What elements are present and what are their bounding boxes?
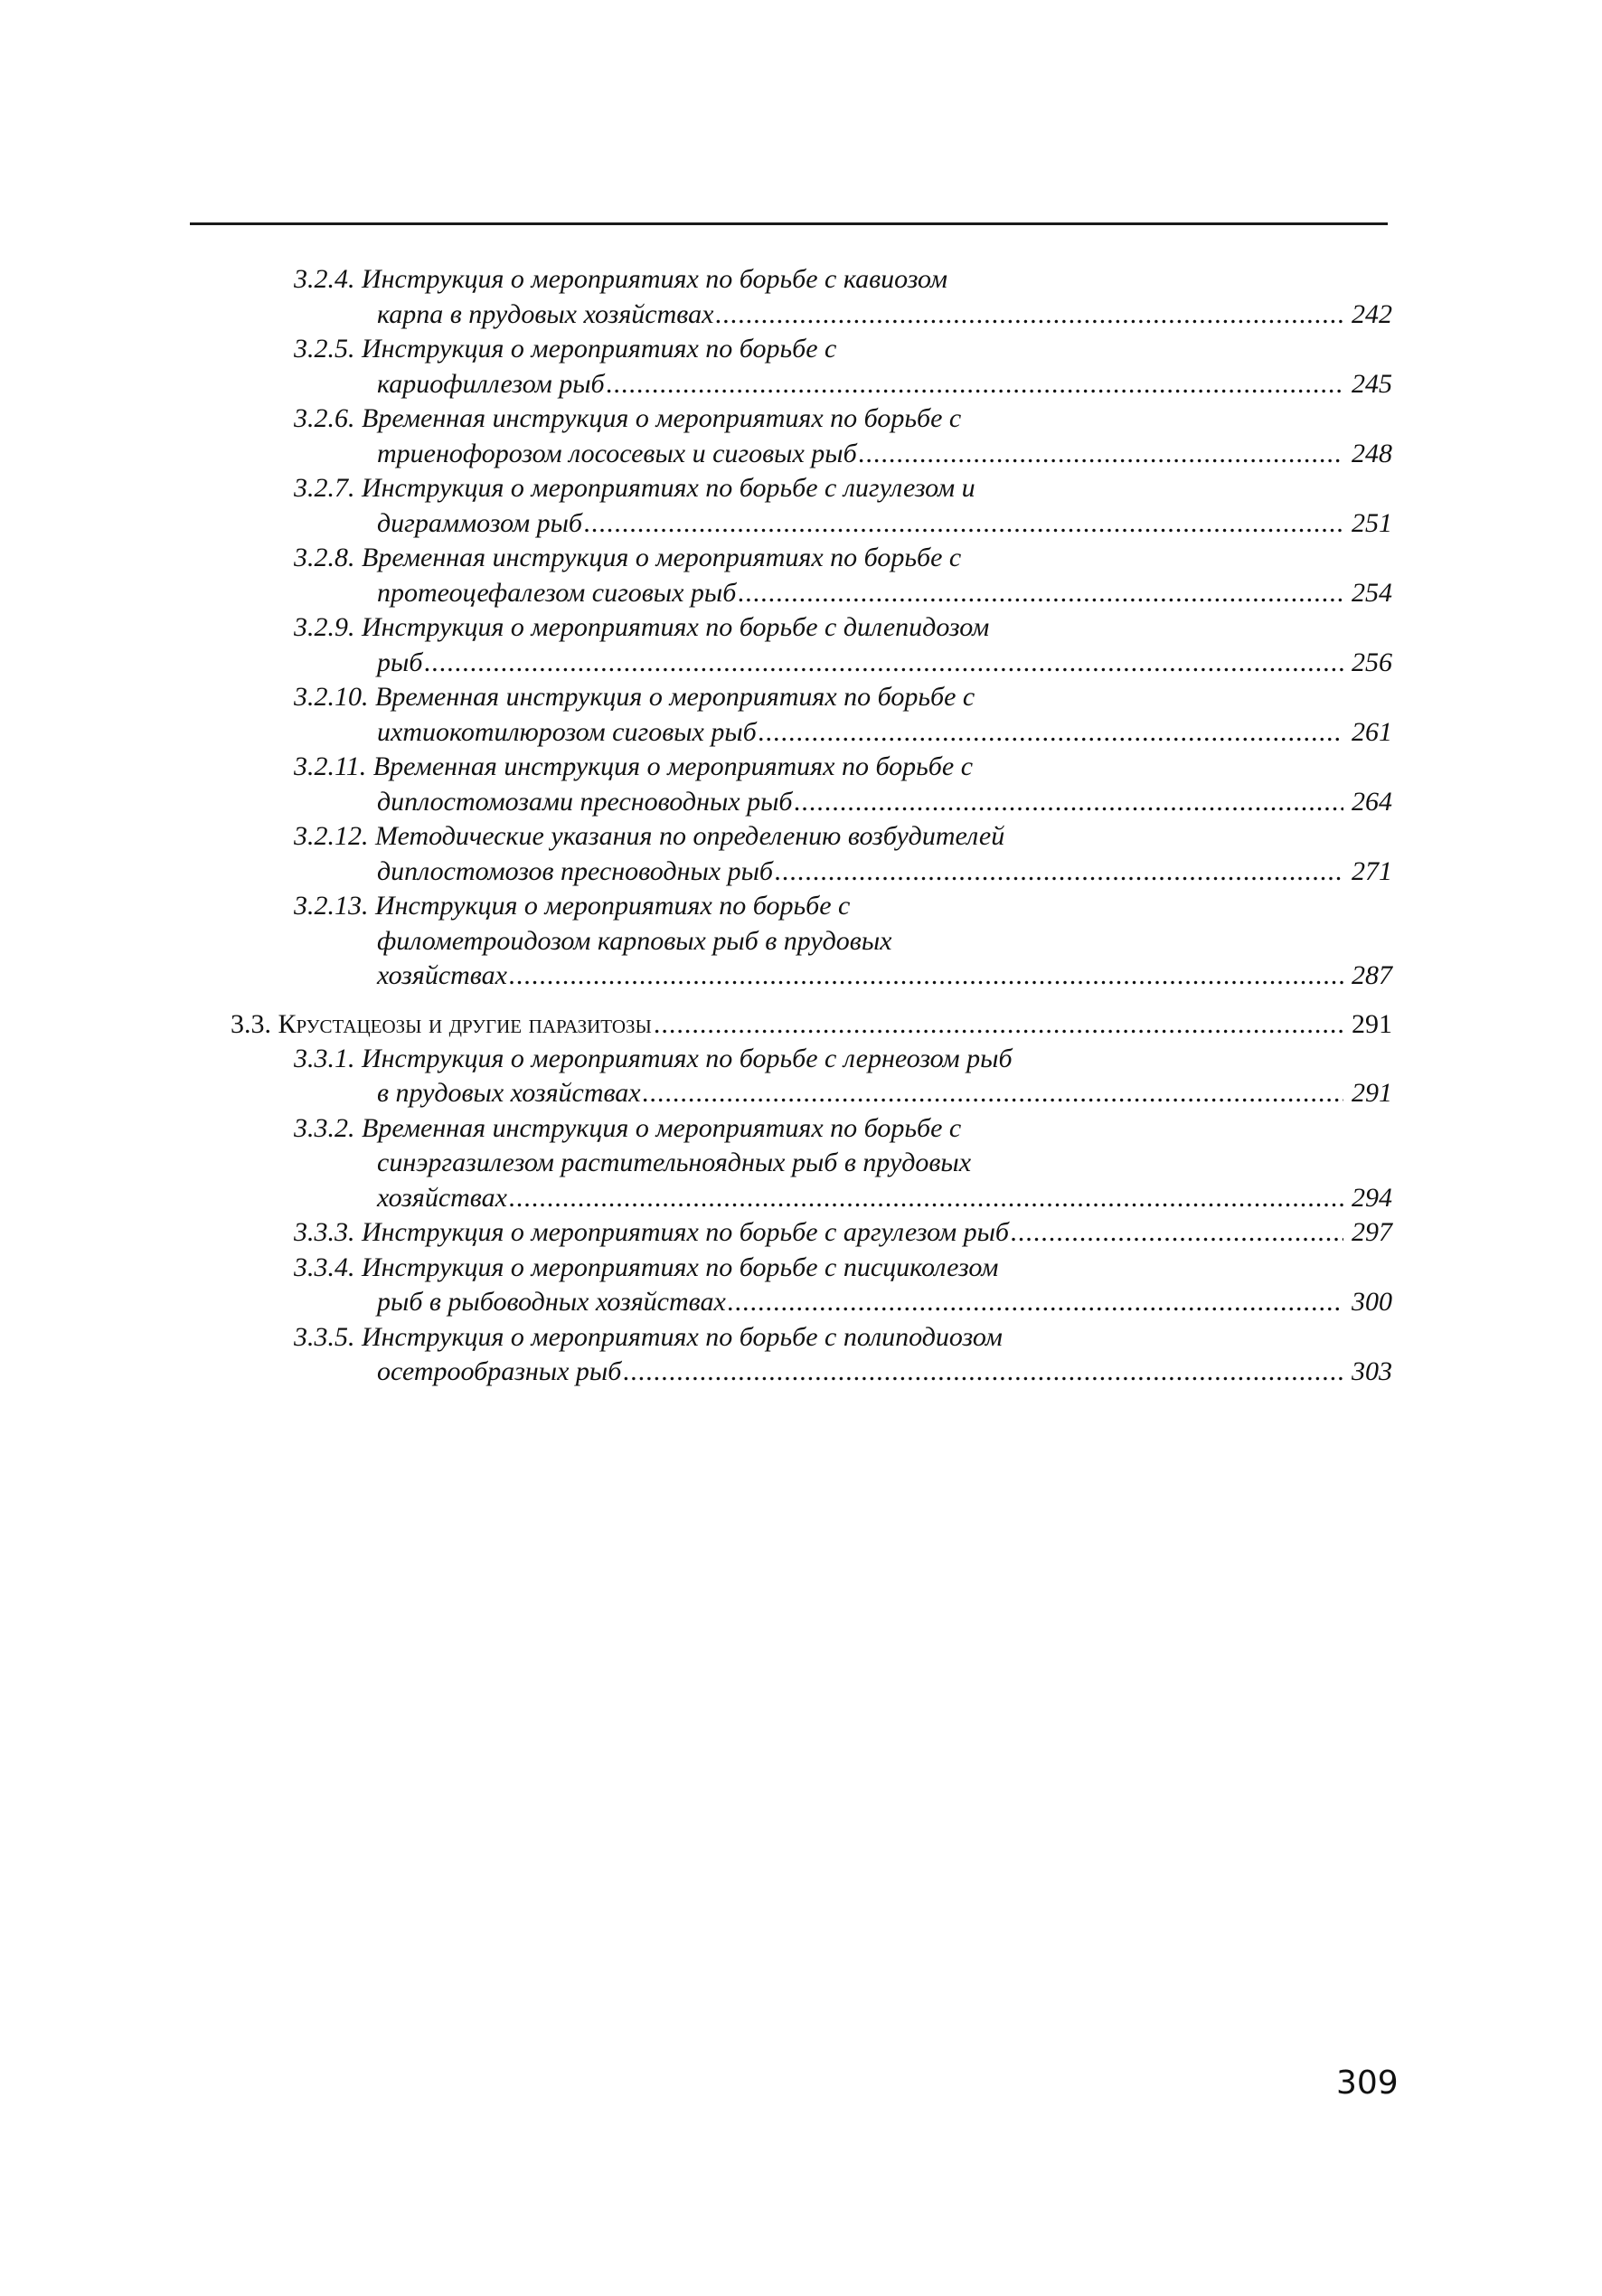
page-ref: 271 bbox=[1352, 855, 1392, 886]
page-ref: 287 bbox=[1352, 960, 1392, 990]
toc-entry[interactable]: 3.2.12. Методические указания по определению возбудителей диплостомозов пресноводных рыб ..... 271 bbox=[231, 819, 1392, 889]
toc-entry[interactable]: 3.3.5. Инструкция о мероприятиях по борьбе с полиподиозом осетрообразных рыб ..... 303 bbox=[231, 1320, 1392, 1390]
page-ref: 254 bbox=[1352, 577, 1392, 608]
toc-entry[interactable]: 3.2.13. Инструкция о мероприятиях по борьбе с филометроидозом карповых рыб в прудовых хозяйствах ..... 287 bbox=[231, 889, 1392, 994]
toc-section[interactable]: 3.3. Крустацеозы и другие паразитозы ..... 291 bbox=[231, 1006, 1392, 1042]
page-ref: 245 bbox=[1352, 368, 1392, 399]
header-rule bbox=[190, 222, 1388, 225]
page-ref: 291 bbox=[1352, 1008, 1392, 1039]
page-ref: 248 bbox=[1352, 438, 1392, 468]
page-ref: 251 bbox=[1352, 507, 1392, 538]
toc-entry[interactable]: 3.2.6. Временная инструкция о мероприятиях по борьбе с триенофорозом лососевых и сиговых рыб ..... 248 bbox=[231, 402, 1392, 471]
page-ref: 294 bbox=[1352, 1182, 1392, 1213]
toc-entry[interactable]: 3.2.8. Временная инструкция о мероприятиях по борьбе с протеоцефалезом сиговых рыб ..... 254 bbox=[231, 541, 1392, 610]
toc-entry[interactable]: 3.2.5. Инструкция о мероприятиях по борьбе с кариофиллезом рыб ..... 245 bbox=[231, 332, 1392, 402]
page-ref: 242 bbox=[1352, 298, 1392, 329]
toc-entry[interactable]: 3.3.4. Инструкция о мероприятиях по борьбе с писциколезом рыб в рыбоводных хозяйствах ..... 300 bbox=[231, 1251, 1392, 1320]
toc-entry[interactable]: 3.3.3. Инструкция о мероприятиях по борьбе с аргулезом рыб ..... 297 bbox=[231, 1215, 1392, 1251]
page-ref: 261 bbox=[1352, 716, 1392, 747]
toc-entry[interactable]: 3.2.11. Временная инструкция о мероприятиях по борьбе с диплостомозами пресноводных рыб ..... 264 bbox=[231, 750, 1392, 819]
page-ref: 264 bbox=[1352, 786, 1392, 817]
toc-entry[interactable]: 3.2.10. Временная инструкция о мероприятиях по борьбе с ихтиокотилюрозом сиговых рыб ..... 261 bbox=[231, 680, 1392, 750]
page-ref: 300 bbox=[1352, 1287, 1392, 1317]
page-ref: 256 bbox=[1352, 647, 1392, 677]
page-ref: 291 bbox=[1352, 1078, 1392, 1108]
section-title: Крустацеозы и другие паразитозы bbox=[278, 1008, 652, 1039]
page-ref: 297 bbox=[1352, 1217, 1392, 1247]
page-ref: 303 bbox=[1352, 1356, 1392, 1386]
toc-entry[interactable]: 3.3.2. Временная инструкция о мероприятиях по борьбе с синэргазилезом растительноядных рыб в прудовых хозяйствах ..... 294 bbox=[231, 1111, 1392, 1216]
table-of-contents bbox=[231, 262, 1392, 1390]
toc-entry[interactable]: 3.3.1. Инструкция о мероприятиях по борьбе с лернеозом рыб в прудовых хозяйствах ..... 291 bbox=[231, 1042, 1392, 1111]
page-number: 309 bbox=[1336, 2065, 1399, 2102]
toc-entry[interactable]: 3.2.4. Инструкция о мероприятиях по борьбе с кавиозом карпа в прудовых хозяйствах ..... 242 bbox=[231, 262, 1392, 332]
toc-entry[interactable]: 3.2.9. Инструкция о мероприятиях по борьбе с дилепидозом рыб ..... 256 bbox=[231, 610, 1392, 680]
toc-entry[interactable]: 3.2.7. Инструкция о мероприятиях по борьбе с лигулезом и диграммозом рыб ..... 251 bbox=[231, 471, 1392, 541]
